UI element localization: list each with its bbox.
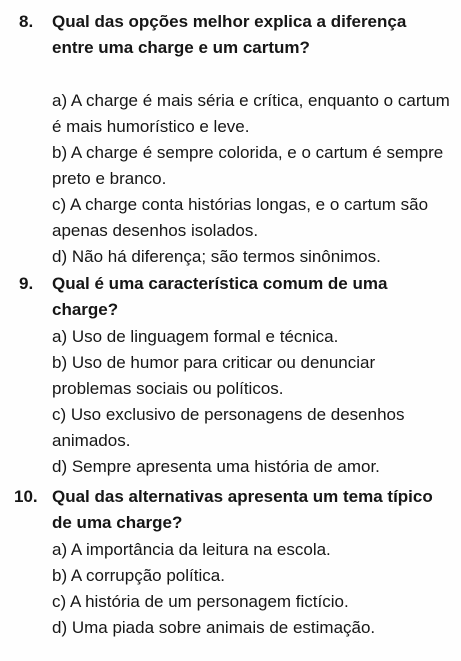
option-a: a) Uso de linguagem formal e técnica.: [52, 327, 339, 346]
option-b: b) A corrupção política.: [52, 566, 225, 585]
question-number: 10.: [14, 487, 38, 506]
option-d: d) Sempre apresenta uma história de amor.: [52, 457, 380, 476]
question-number: 9.: [19, 274, 34, 293]
question-stem: Qual das opções melhor explica a diferença entre uma charge e um cartum?: [52, 12, 407, 57]
question-stem: Qual das alternativas apresenta um tema típico de uma charge?: [52, 487, 433, 532]
option-c: c) Uso exclusivo de personagens de desenhos animados.: [52, 405, 405, 450]
cut-off-text-line: [118, 0, 208, 3]
option-c: c) A história de um personagem fictício.: [52, 592, 349, 611]
option-a: a) A importância da leitura na escola.: [52, 540, 331, 559]
option-d: d) Uma piada sobre animais de estimação.: [52, 618, 376, 637]
option-c: c) A charge conta histórias longas, e o cartum são apenas desenhos isolados.: [52, 195, 429, 240]
option-d: d) Não há diferença; são termos sinônimos.: [52, 247, 381, 266]
option-a: a) A charge é mais séria e crítica, enquanto o cartum é mais humorístico e leve.: [52, 91, 450, 136]
question-number: 8.: [19, 12, 34, 31]
question-stem: Qual é uma característica comum de uma charge?: [52, 274, 388, 319]
option-b: b) A charge é sempre colorida, e o cartum é sempre preto e branco.: [52, 143, 444, 188]
option-b: b) Uso de humor para criticar ou denunciar problemas sociais ou políticos.: [52, 353, 376, 398]
